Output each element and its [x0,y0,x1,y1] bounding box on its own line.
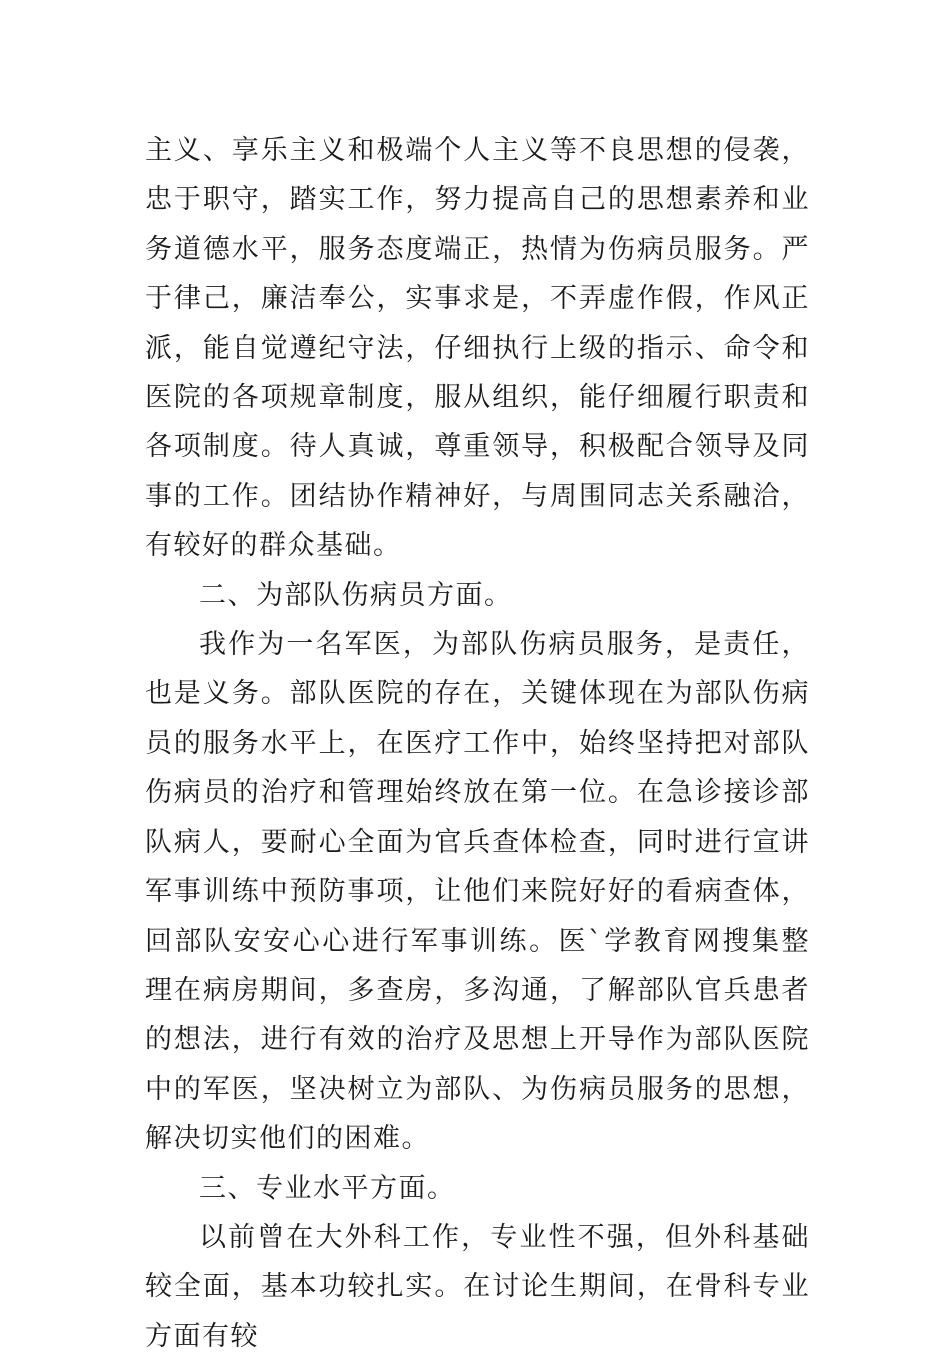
paragraph-professional-level [145,1213,810,1361]
text-line: 面为官兵查体检查，同时进行宣讲军事训练中预防事项， [145,826,811,908]
text-line: 法，仔细执行上级的指示、命令和医院的各项规章制度， [145,332,811,414]
text-line: 职守，踏实工作，努力提高自己的思想素养和业务道德水 [145,184,811,265]
text-line: 面，基本功较扎实。在讨论生期间，在骨科专业方面有较 [145,1271,811,1352]
section-heading-text: 三、专业水平方面。 [199,1172,456,1204]
text-line: 服从组织，能仔细履行职责和各项制度。待人真诚，尊重 [145,382,811,463]
section-heading-text: 二、为部队伤病员方面。 [199,579,513,611]
text-line: 了解部队官兵患者的想法，进行有效的治疗及思想上开导 [145,974,811,1056]
text-line: 主义、享乐主义和极端个人主义等不良思想的侵袭，忠于 [145,135,810,216]
paragraph-work-attitude [145,126,810,571]
text-line: 周围同志关系融洽，有较好的群众基础。 [145,480,811,562]
text-line: 让他们来院好好的看病查体，回部队安安心心进行军事训 [145,876,811,957]
text-line: 奉公，实事求是，不弄虚作假，作风正派，能自觉遵纪守 [145,283,811,364]
section-heading-professional-level [145,1164,810,1213]
paragraph-serving-patients [145,620,810,1163]
section-heading-serving-patients [145,571,810,620]
text-line: 的思想，解决切实他们的困难。 [145,1073,811,1155]
text-line: 领导，积极配合领导及同事的工作。团结协作精神好，与 [145,431,811,512]
text-line: 义务。部队医院的存在，关键体现在为部队伤病员的服务 [145,678,811,759]
text-line: 我作为一名军医，为部队伤病员服务，是责任，也是 [145,629,810,710]
text-line: 和管理始终放在第一位。在急诊接诊部队病人，要耐心全 [145,777,811,858]
text-line: 作为部队医院中的军医，坚决树立为部队、为伤病员服务 [145,1024,811,1105]
text-line: 以前曾在大外科工作，专业性不强，但外科基础较全 [145,1221,810,1303]
text-line: 平，服务态度端正，热情为伤病员服务。严于律己，廉洁 [145,233,811,315]
text-line: 练。医`学教育网搜集整理在病房期间，多查房，多沟通， [145,925,811,1006]
text-line: 水平上，在医疗工作中，始终坚持把对部队伤病员的治疗 [145,727,811,809]
document-body [145,126,810,1361]
